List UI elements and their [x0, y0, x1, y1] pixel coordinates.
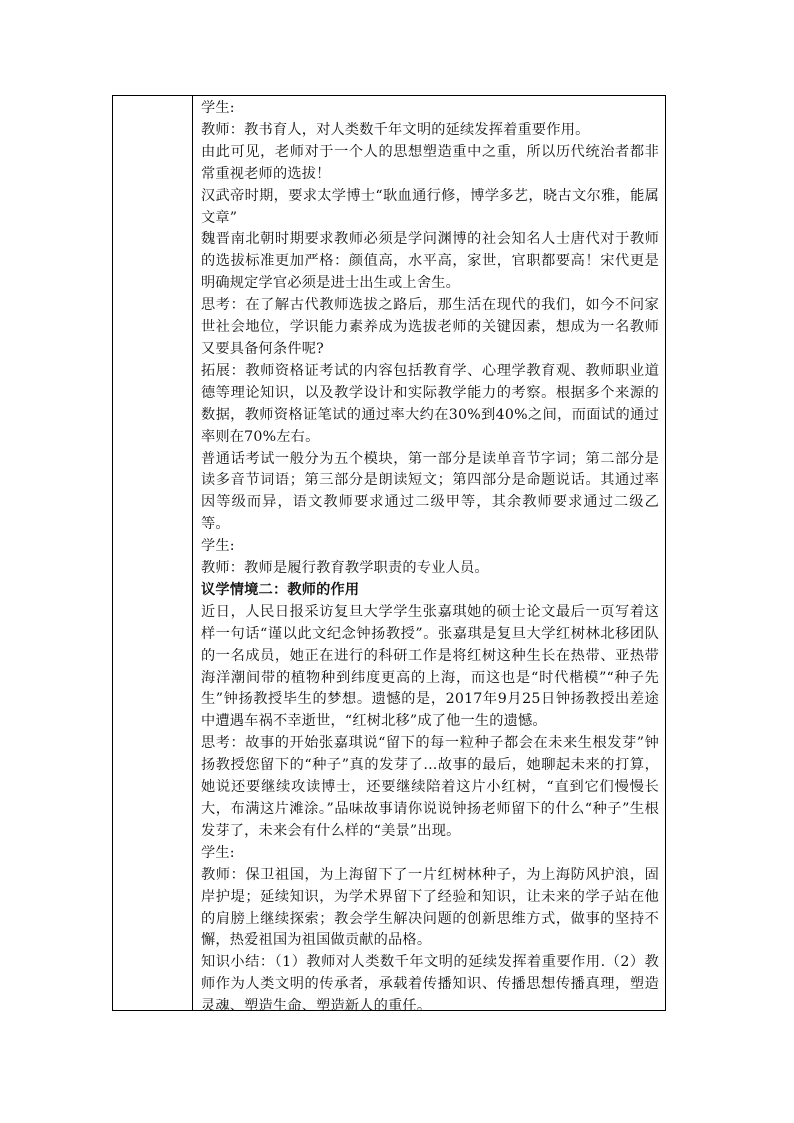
body-paragraph: 由此可见，老师对于一个人的思想塑造重中之重，所以历代统治者都非常重视老师的选拔！ [201, 143, 659, 182]
teacher-response: 教师：教书育人，对人类数千年文明的延续发挥着重要作用。 [201, 121, 590, 138]
table-content-cell [193, 96, 665, 1015]
thinking-question: 思考：在了解古代教师选拔之路后，那生活在现代的我们，如今不问家世社会地位，学识能力素养成为选拔老师的关键因素，想成为一名教师又要具备何条件呢? [201, 297, 659, 357]
student-prompt: 学生: [201, 844, 235, 861]
student-prompt: 学生: [201, 100, 235, 116]
story-paragraph: 近日，人民日报采访复旦大学学生张嘉琪她的硕士论文最后一页写着这样一句话“谨以此文纪念钟扬教授”。张嘉琪是复旦大学红树林北移团队的一名成员，她正在进行的科研工作是将红树这种生长在热带、亚热带海洋潮间带的植物种到纬度更高的上海，而这也是“时代楷模”“种子先生”钟扬教授毕生的梦想。遗憾的是，2017年9月25日钟扬教授出差途中遭遇车祸不幸逝世，“红树北移”成了他一生的遗憾。 [201, 603, 659, 730]
extension-paragraph: 拓展：教师资格证考试的内容包括教育学、心理学教育观、教师职业道德等理论知识，以及教学设计和实际教学能力的考察。根据多个来源的数据，教师资格证笔试的通过率大约在30%到40%之间，而面试的通过率则在70%左右。 [201, 362, 659, 445]
knowledge-summary: 知识小结：（1）教师对人类数千年文明的延续发挥着重要作用.（2）教师作为人类文明的传承者，承载着传播知识、传播思想传播真理，塑造灵魂、塑造生命、塑造新人的重任。 [201, 954, 659, 1015]
body-paragraph: 普通话考试一般分为五个模块，第一部分是读单音节字词；第二部分是读多音节词语；第三部分是朗读短文；第四部分是命题说话。其通过率因等级而异，语文教师要求通过二级甲等，其余教师要求通过二级乙等。 [201, 450, 659, 533]
section-heading: 议学情境二：教师的作用 [201, 581, 360, 598]
body-paragraph: 汉武帝时期，要求太学博士“耿血通行修，博学多艺，晓古文尔雅，能属文章” [201, 187, 659, 226]
lesson-table [112, 95, 666, 1015]
table-left-column [113, 96, 193, 1010]
teacher-response: 教师：教师是履行教育教学职责的专业人员。 [201, 560, 489, 577]
student-prompt: 学生: [201, 538, 235, 555]
body-paragraph: 魏晋南北朝时期要求教师必须是学问渊博的社会知名人士唐代对于教师的选拔标准更加严格：颜值高，水平高，家世，官职都要高！宋代更是明确规定学官必须是进士出生或上舍生。 [201, 231, 659, 292]
teacher-response: 教师：保卫祖国，为上海留下了一片红树林种子，为上海防风护浪，固岸护堤；延续知识，为学术界留下了经验和知识，让未来的学子站在他的肩膀上继续探索；教会学生解决问题的创新思维方式，做事的坚持不懈，热爱祖国为祖国做贡献的品格。 [201, 866, 659, 949]
thinking-question: 思考：故事的开始张嘉琪说“留下的每一粒种子都会在未来生根发芽”钟扬教授您留下的“种子”真的发芽了...故事的最后，她聊起未来的打算，她说还要继续攻读博士，还要继续陪着这片小红树，“直到它们慢慢长大，布满这片滩涂。”品味故事请你说说钟扬老师留下的什么“种子”生根发芽了，未来会有什么样的“美景”出现。 [201, 735, 659, 839]
